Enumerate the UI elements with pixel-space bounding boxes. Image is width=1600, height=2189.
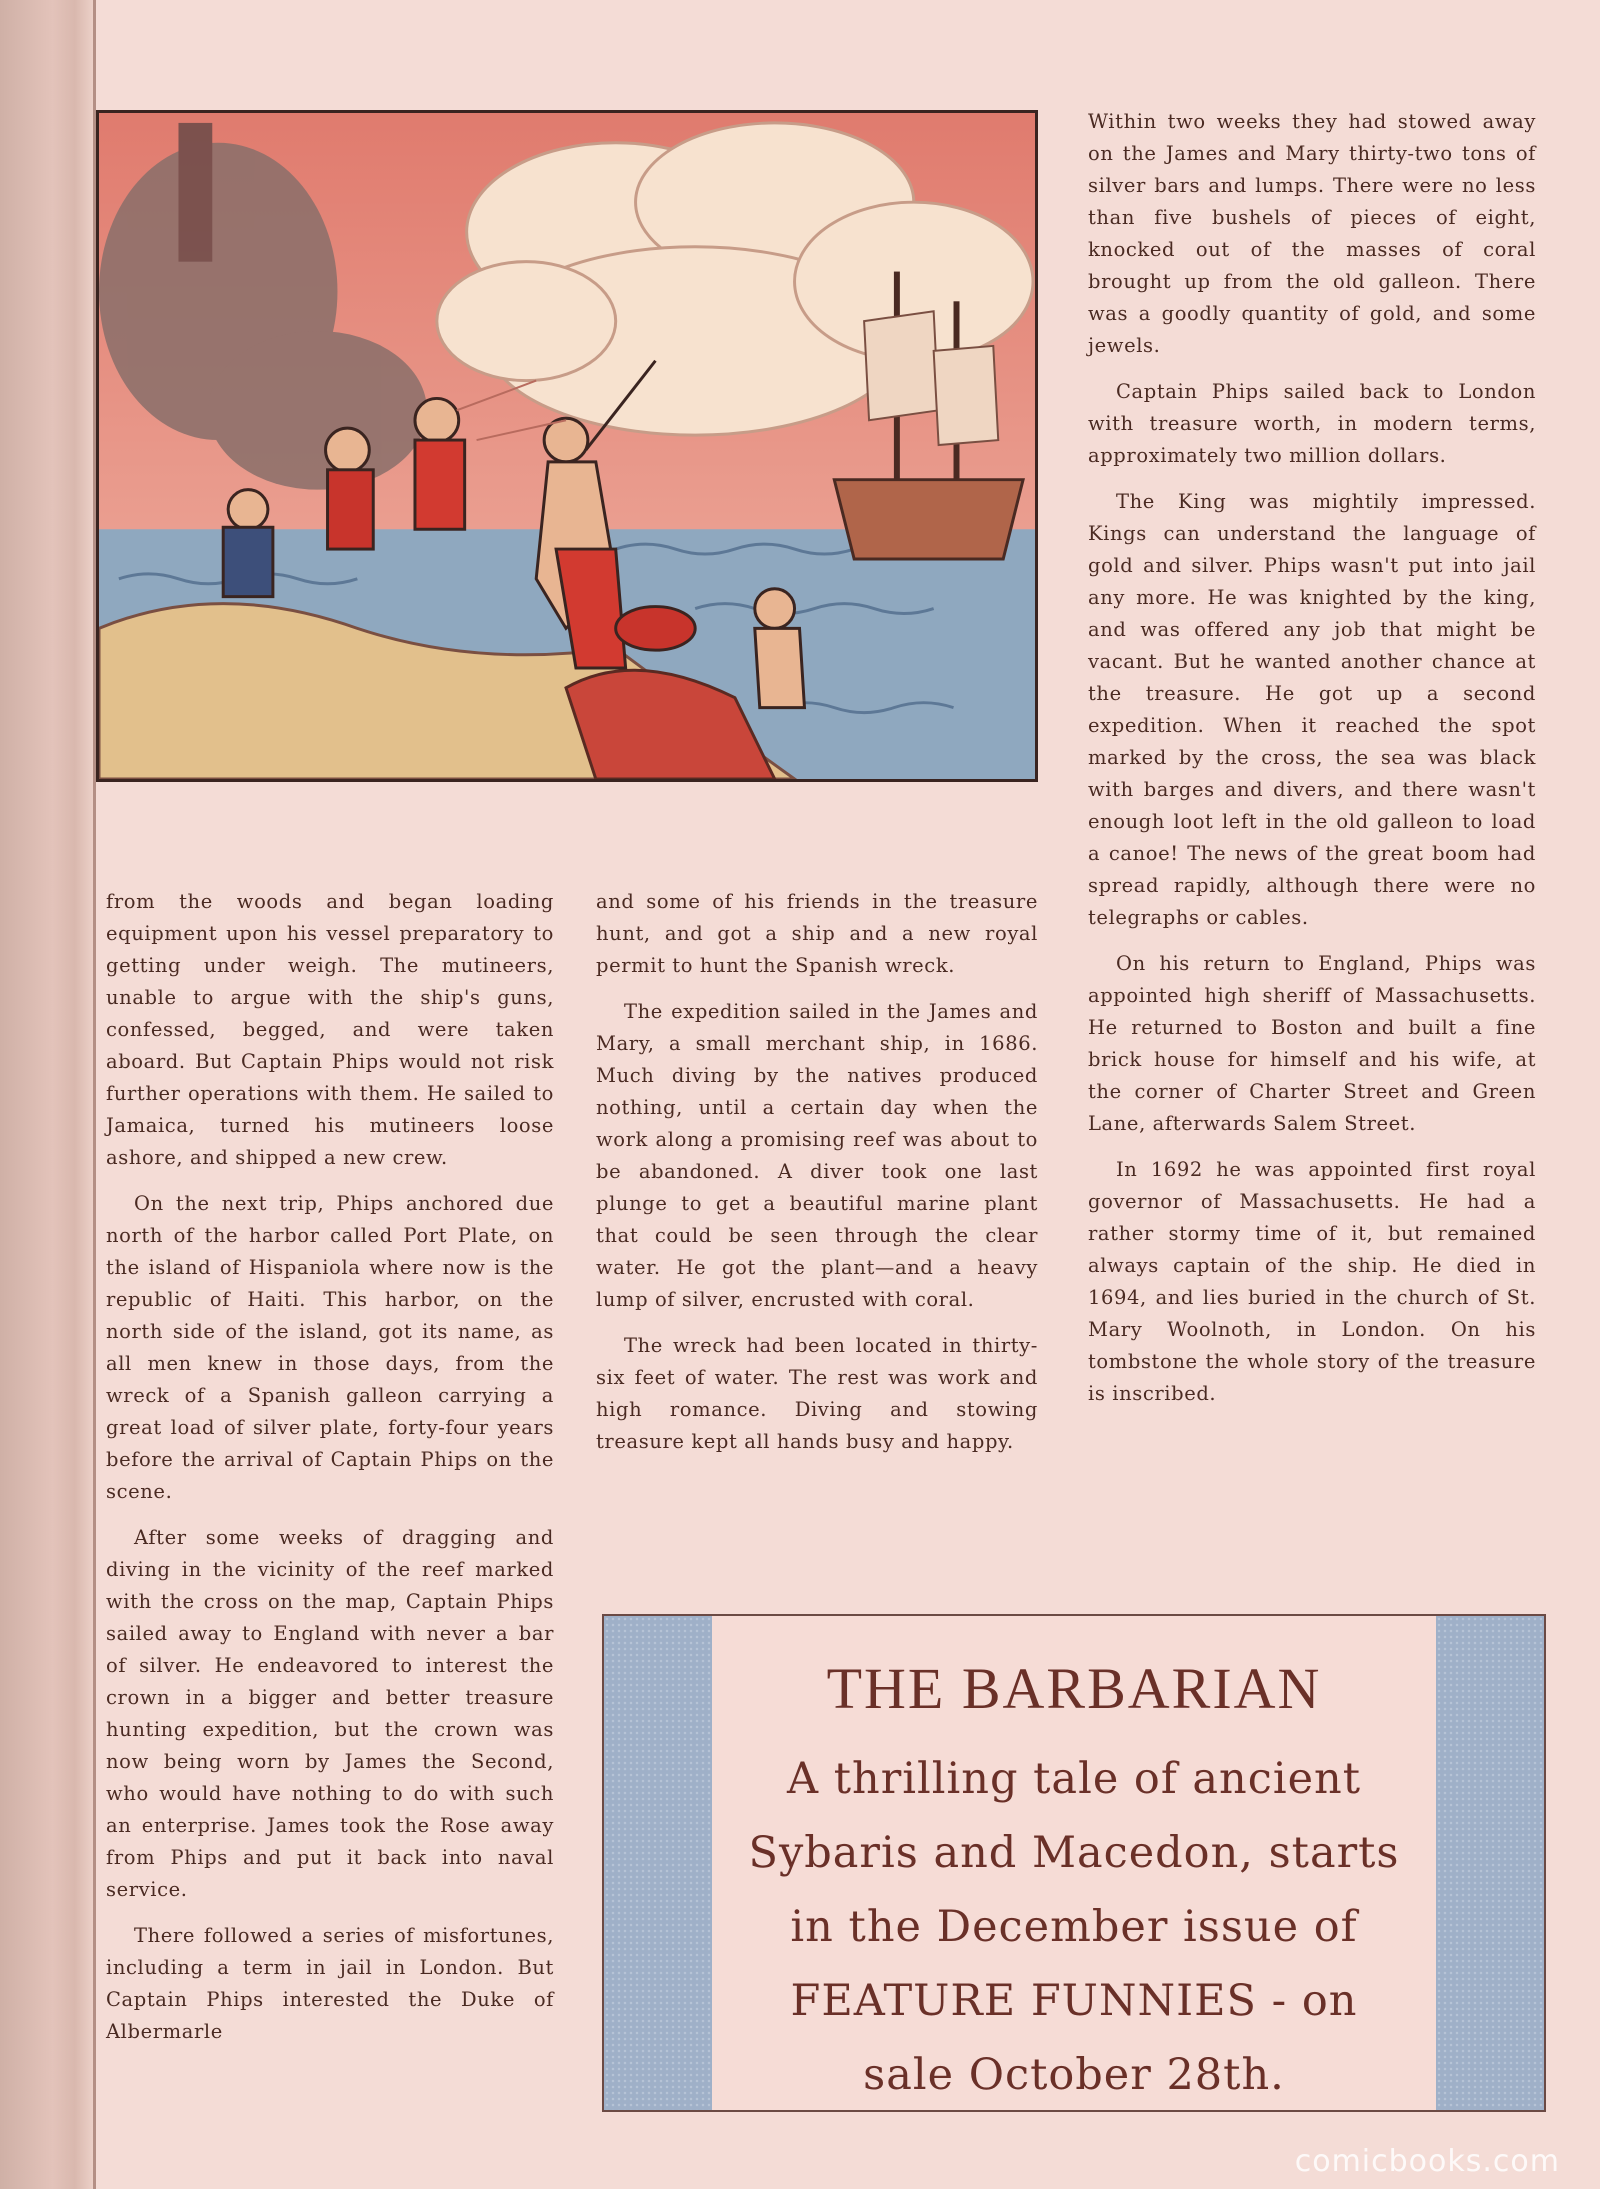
ad-line: A thrilling tale of ancient xyxy=(787,1754,1361,1804)
paragraph: On his return to England, Phips was appointed high sheriff of Massachusetts. He returned to Boston and built a fine brick house for himself and his wife, at the corner of Charter Street and Green Lane, afterwards Salem Street. xyxy=(1088,952,1536,1135)
paragraph: The wreck had been located in thirty-six feet of water. The rest was work and high romance. Diving and stowing treasure kept all hands busy and happy. xyxy=(596,1334,1038,1453)
battle-illustration xyxy=(96,110,1038,782)
ad-line: FEATURE FUNNIES - on xyxy=(790,1976,1358,2026)
article-column-middle xyxy=(596,886,1038,1472)
ad-band-left xyxy=(604,1616,712,2110)
paragraph: After some weeks of dragging and diving in the vicinity of the reef marked with the cross on the map, Captain Phips sailed away to England with never a bar of silver. He endeavored to interest the crown in a bigger and better treasure hunting expedition, but the crown was now being worn by James the Second, who would have nothing to do with such an enterprise. James took the Rose away from Phips and put it back into naval service. xyxy=(106,1526,554,1901)
watermark: comicbooks.com xyxy=(1294,2144,1560,2179)
ad-line: Sybaris and Macedon, starts xyxy=(748,1828,1400,1878)
ad-title: THE BARBARIAN xyxy=(826,1656,1322,1721)
page-binding xyxy=(0,0,96,2189)
ad-line: sale October 28th. xyxy=(863,2050,1285,2100)
barbarian-advertisement xyxy=(602,1614,1546,2112)
ad-content xyxy=(716,1616,1432,2110)
paragraph: The expedition sailed in the James and Mary, a small merchant ship, in 1686. Much diving by the natives produced nothing, until a certain day when the work along a promising reef was about to be abandoned. A diver took one last plunge to get a beautiful marine plant that could be seen through the clear water. He got the plant—and a heavy lump of silver, encrusted with coral. xyxy=(596,1000,1038,1311)
paragraph: from the woods and began loading equipment upon his vessel preparatory to getting under weigh. The mutineers, unable to argue with the ship's guns, confessed, begged, and were taken aboard. But Captain Phips would not risk further operations with them. He sailed to Jamaica, turned his mutineers loose ashore, and shipped a new crew. xyxy=(106,890,554,1169)
article-column-right xyxy=(1088,106,1536,1424)
ad-body xyxy=(716,1742,1432,2112)
paragraph: On the next trip, Phips anchored due north of the harbor called Port Plate, on the island of Hispaniola where now is the republic of Haiti. This harbor, on the north side of the island, got its name, as all men knew in those days, from the wreck of a Spanish galleon carrying a great load of silver plate, forty-four years before the arrival of Captain Phips on the scene. xyxy=(106,1192,554,1503)
ad-line: in the December issue of xyxy=(790,1902,1358,1952)
paragraph: Captain Phips sailed back to London with treasure worth, in modern terms, approximately two million dollars. xyxy=(1088,380,1536,467)
paragraph: and some of his friends in the treasure hunt, and got a ship and a new royal permit to hunt the Spanish wreck. xyxy=(596,890,1038,977)
ad-band-right xyxy=(1436,1616,1544,2110)
paragraph: The King was mightily impressed. Kings can understand the language of gold and silver. Phips wasn't put into jail any more. He was knighted by the king, and was offered any job that might be vacant. But he wanted another chance at the treasure. He got up a second expedition. When it reached the spot marked by the cross, the sea was black with barges and divers, and there wasn't enough loot left in the old galleon to load a canoe! The news of the great boom had spread rapidly, although there were no telegraphs or cables. xyxy=(1088,490,1536,929)
paragraph: Within two weeks they had stowed away on the James and Mary thirty-two tons of silver bars and lumps. There were no less than five bushels of pieces of eight, knocked out of the masses of coral brought up from the old galleon. There was a goodly quantity of gold, and some jewels. xyxy=(1088,110,1536,357)
paragraph: There followed a series of misfortunes, including a term in jail in London. But Captain Phips interested the Duke of Albermarle xyxy=(106,1924,554,2043)
illustration-art xyxy=(99,113,1035,779)
paragraph: In 1692 he was appointed first royal governor of Massachusetts. He had a rather stormy time of it, but remained always captain of the ship. He died in 1694, and lies buried in the church of St. Mary Woolnoth, in London. On his tombstone the whole story of the treasure is inscribed. xyxy=(1088,1158,1536,1405)
article-column-left xyxy=(106,886,554,2062)
